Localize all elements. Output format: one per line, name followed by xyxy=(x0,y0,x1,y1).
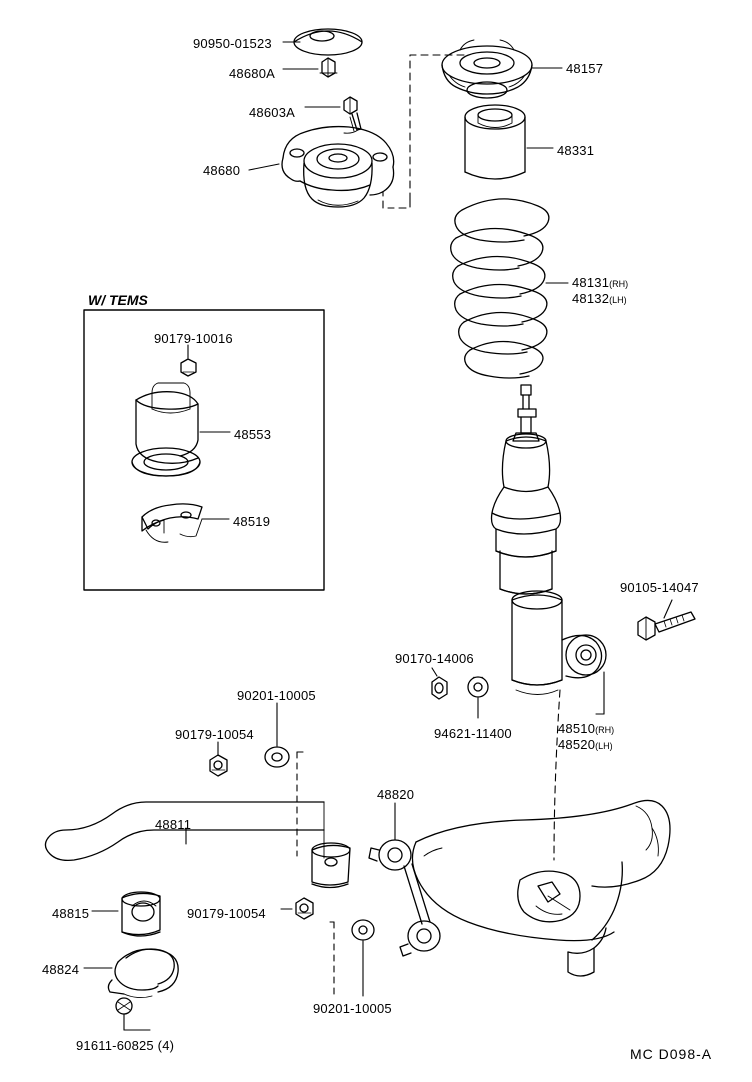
part-48331 xyxy=(465,105,525,179)
part-94621-11400 xyxy=(468,677,488,697)
callout-90179-10054-upper: 90179-10054 xyxy=(175,727,254,742)
part-90179-10016 xyxy=(181,359,196,376)
part-90105-14047 xyxy=(638,612,695,640)
callout-48331: 48331 xyxy=(557,143,595,158)
part-48815 xyxy=(122,892,160,936)
part-48519 xyxy=(142,504,202,542)
callout-48157: 48157 xyxy=(566,61,604,76)
callout-90201-10005-lower: 90201-10005 xyxy=(313,1001,392,1016)
callout-90105-14047: 90105-14047 xyxy=(620,580,699,595)
part-90179-10054-upper xyxy=(210,755,227,776)
part-48680 xyxy=(282,117,394,207)
callout-48811: 48811 xyxy=(155,817,192,832)
callout-90179-10016: 90179-10016 xyxy=(154,331,233,346)
part-48157 xyxy=(442,40,532,98)
part-90179-10054-lower xyxy=(296,898,313,919)
callout-48815: 48815 xyxy=(52,906,90,921)
part-lower-control-arm xyxy=(412,800,670,976)
callout-48132: 48132(LH) xyxy=(572,291,627,306)
callout-48824: 48824 xyxy=(42,962,80,977)
callout-48519: 48519 xyxy=(233,514,271,529)
part-48820-stabilizer-link xyxy=(369,840,440,956)
part-90170-14006 xyxy=(432,677,447,699)
tems-box-title: W/ TEMS xyxy=(88,292,148,308)
part-48131-48132-coil-spring xyxy=(451,199,549,378)
callout-91611-60825: 91611-60825 (4) xyxy=(76,1038,175,1053)
part-48680A xyxy=(320,58,337,77)
callout-48680A: 48680A xyxy=(229,66,276,81)
part-48824 xyxy=(108,949,178,1014)
callout-48553: 48553 xyxy=(234,427,272,442)
callout-48520: 48520(LH) xyxy=(558,737,613,752)
callout-48680: 48680 xyxy=(203,163,241,178)
part-48811-stabilizer-bar xyxy=(45,802,350,888)
part-90201-10005-upper xyxy=(265,747,289,767)
callout-94621-11400: 94621-11400 xyxy=(434,726,512,741)
callout-48603A: 48603A xyxy=(249,105,296,120)
callout-90201-10005-upper: 90201-10005 xyxy=(237,688,316,703)
part-48510-48520-shock-absorber xyxy=(492,385,607,695)
callout-48131: 48131(RH) xyxy=(572,275,629,290)
part-90201-10005-lower xyxy=(352,920,374,940)
part-90950-01523 xyxy=(294,29,362,55)
callout-90950-01523: 90950-01523 xyxy=(193,36,272,51)
tems-box-frame xyxy=(84,310,324,590)
callout-48820: 48820 xyxy=(377,787,415,802)
callout-90170-14006: 90170-14006 xyxy=(395,651,474,666)
callout-48510: 48510(RH) xyxy=(558,721,615,736)
diagram-footer-code: MC D098-A xyxy=(630,1046,713,1062)
callout-90179-10054-lower: 90179-10054 xyxy=(187,906,266,921)
part-48553 xyxy=(132,383,200,476)
